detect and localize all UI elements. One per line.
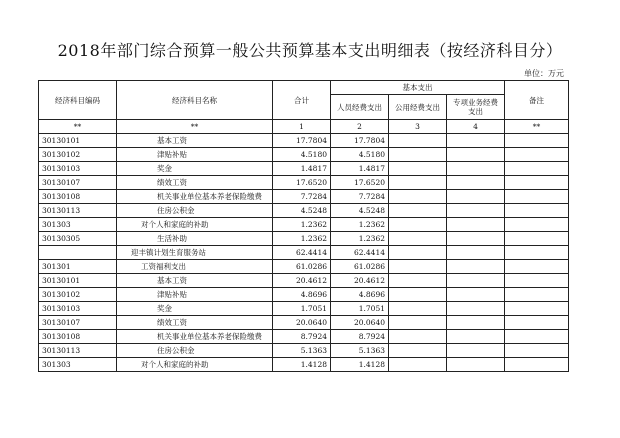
total-cell: 62.4414 [273, 246, 331, 260]
total-cell: 7.7284 [273, 190, 331, 204]
index-cell: 3 [389, 120, 447, 134]
personnel-cell: 1.2362 [331, 232, 389, 246]
special-cell [447, 190, 505, 204]
personnel-cell: 20.4612 [331, 274, 389, 288]
public-cell [389, 246, 447, 260]
name-cell: 对个人和家庭的补助 [117, 218, 273, 232]
code-cell: 30130103 [39, 302, 117, 316]
name-cell: 对个人和家庭的补助 [117, 358, 273, 372]
note-cell [505, 204, 569, 218]
name-cell: 津贴补贴 [117, 288, 273, 302]
total-cell: 1.2362 [273, 218, 331, 232]
note-cell [505, 246, 569, 260]
total-cell: 1.4817 [273, 162, 331, 176]
header-total: 合计 [273, 81, 331, 120]
personnel-cell: 4.5180 [331, 148, 389, 162]
personnel-cell: 7.7284 [331, 190, 389, 204]
table-row [39, 246, 569, 260]
personnel-cell: 8.7924 [331, 330, 389, 344]
note-cell [505, 358, 569, 372]
note-cell [505, 344, 569, 358]
special-cell [447, 232, 505, 246]
table-row [39, 330, 569, 344]
table-row [39, 176, 569, 190]
table-row [39, 218, 569, 232]
special-cell [447, 302, 505, 316]
special-cell [447, 148, 505, 162]
special-cell [447, 344, 505, 358]
table-row [39, 274, 569, 288]
note-cell [505, 176, 569, 190]
header-note: 备注 [505, 81, 569, 120]
table-row [39, 344, 569, 358]
total-cell: 1.7051 [273, 302, 331, 316]
note-cell [505, 162, 569, 176]
header-code: 经济科目编码 [39, 81, 117, 120]
header-special: 专项业务经费支出 [447, 95, 505, 120]
total-cell: 20.0640 [273, 316, 331, 330]
public-cell [389, 260, 447, 274]
unit-label: 单位：万元 [524, 69, 564, 78]
special-cell [447, 260, 505, 274]
index-cell: 1 [273, 120, 331, 134]
name-cell: 绩效工资 [117, 316, 273, 330]
code-cell: 30130108 [39, 330, 117, 344]
name-cell: 住房公积金 [117, 204, 273, 218]
note-cell [505, 148, 569, 162]
note-cell [505, 330, 569, 344]
table-row [39, 232, 569, 246]
code-cell: 30130103 [39, 162, 117, 176]
table-row [39, 260, 569, 274]
table-row [39, 148, 569, 162]
total-cell: 17.7804 [273, 134, 331, 148]
name-cell: 工资福利支出 [117, 260, 273, 274]
name-cell: 迎丰镇计划生育服务站 [117, 246, 273, 260]
note-cell [505, 134, 569, 148]
note-cell [505, 190, 569, 204]
public-cell [389, 288, 447, 302]
code-cell: 30130101 [39, 274, 117, 288]
table-row [39, 302, 569, 316]
index-cell: 4 [447, 120, 505, 134]
personnel-cell: 4.8696 [331, 288, 389, 302]
code-cell: 30130102 [39, 288, 117, 302]
index-row [39, 120, 569, 134]
name-cell: 绩效工资 [117, 176, 273, 190]
personnel-cell: 17.7804 [331, 134, 389, 148]
table-row [39, 288, 569, 302]
code-cell [39, 246, 117, 260]
public-cell [389, 302, 447, 316]
personnel-cell: 20.0640 [331, 316, 389, 330]
personnel-cell: 1.4128 [331, 358, 389, 372]
special-cell [447, 162, 505, 176]
code-cell: 301303 [39, 358, 117, 372]
code-cell: 30130108 [39, 190, 117, 204]
name-cell: 机关事业单位基本养老保险缴费 [117, 330, 273, 344]
name-cell: 生活补助 [117, 232, 273, 246]
code-cell: 301301 [39, 260, 117, 274]
total-cell: 20.4612 [273, 274, 331, 288]
name-cell: 奖金 [117, 302, 273, 316]
note-cell [505, 288, 569, 302]
code-cell: 30130101 [39, 134, 117, 148]
special-cell [447, 330, 505, 344]
personnel-cell: 4.5248 [331, 204, 389, 218]
public-cell [389, 358, 447, 372]
index-cell: ** [117, 120, 273, 134]
table-row [39, 316, 569, 330]
name-cell: 奖金 [117, 162, 273, 176]
total-cell: 1.2362 [273, 232, 331, 246]
special-cell [447, 316, 505, 330]
public-cell [389, 344, 447, 358]
budget-table [38, 80, 569, 372]
code-cell: 30130107 [39, 316, 117, 330]
code-cell: 301303 [39, 218, 117, 232]
total-cell: 61.0286 [273, 260, 331, 274]
special-cell [447, 288, 505, 302]
code-cell: 30130305 [39, 232, 117, 246]
index-cell: ** [505, 120, 569, 134]
public-cell [389, 232, 447, 246]
table-row [39, 190, 569, 204]
table-row [39, 134, 569, 148]
personnel-cell: 62.4414 [331, 246, 389, 260]
personnel-cell: 1.4817 [331, 162, 389, 176]
code-cell: 30130113 [39, 344, 117, 358]
code-cell: 30130107 [39, 176, 117, 190]
name-cell: 住房公积金 [117, 344, 273, 358]
total-cell: 4.5248 [273, 204, 331, 218]
special-cell [447, 274, 505, 288]
table-row [39, 162, 569, 176]
public-cell [389, 134, 447, 148]
note-cell [505, 302, 569, 316]
header-personnel: 人员经费支出 [331, 95, 389, 120]
personnel-cell: 1.7051 [331, 302, 389, 316]
special-cell [447, 218, 505, 232]
header-name: 经济科目名称 [117, 81, 273, 120]
public-cell [389, 274, 447, 288]
personnel-cell: 61.0286 [331, 260, 389, 274]
special-cell [447, 176, 505, 190]
name-cell: 基本工资 [117, 274, 273, 288]
total-cell: 17.6520 [273, 176, 331, 190]
total-cell: 1.4128 [273, 358, 331, 372]
public-cell [389, 162, 447, 176]
table-row [39, 204, 569, 218]
total-cell: 5.1363 [273, 344, 331, 358]
total-cell: 4.5180 [273, 148, 331, 162]
note-cell [505, 218, 569, 232]
page-title: 2018年部门综合预算一般公共预算基本支出明细表（按经济科目分） [57, 41, 563, 60]
special-cell [447, 134, 505, 148]
name-cell: 津贴补贴 [117, 148, 273, 162]
index-cell: ** [39, 120, 117, 134]
special-cell [447, 204, 505, 218]
special-cell [447, 246, 505, 260]
public-cell [389, 330, 447, 344]
public-cell [389, 316, 447, 330]
personnel-cell: 1.2362 [331, 218, 389, 232]
note-cell [505, 274, 569, 288]
note-cell [505, 232, 569, 246]
public-cell [389, 176, 447, 190]
table-row [39, 358, 569, 372]
personnel-cell: 5.1363 [331, 344, 389, 358]
public-cell [389, 148, 447, 162]
index-cell: 2 [331, 120, 389, 134]
total-cell: 4.8696 [273, 288, 331, 302]
public-cell [389, 204, 447, 218]
special-cell [447, 358, 505, 372]
note-cell [505, 260, 569, 274]
name-cell: 机关事业单位基本养老保险缴费 [117, 190, 273, 204]
header-public: 公用经费支出 [389, 95, 447, 120]
public-cell [389, 218, 447, 232]
public-cell [389, 190, 447, 204]
code-cell: 30130102 [39, 148, 117, 162]
header-basic: 基本支出 [331, 81, 505, 95]
code-cell: 30130113 [39, 204, 117, 218]
name-cell: 基本工资 [117, 134, 273, 148]
note-cell [505, 316, 569, 330]
personnel-cell: 17.6520 [331, 176, 389, 190]
total-cell: 8.7924 [273, 330, 331, 344]
